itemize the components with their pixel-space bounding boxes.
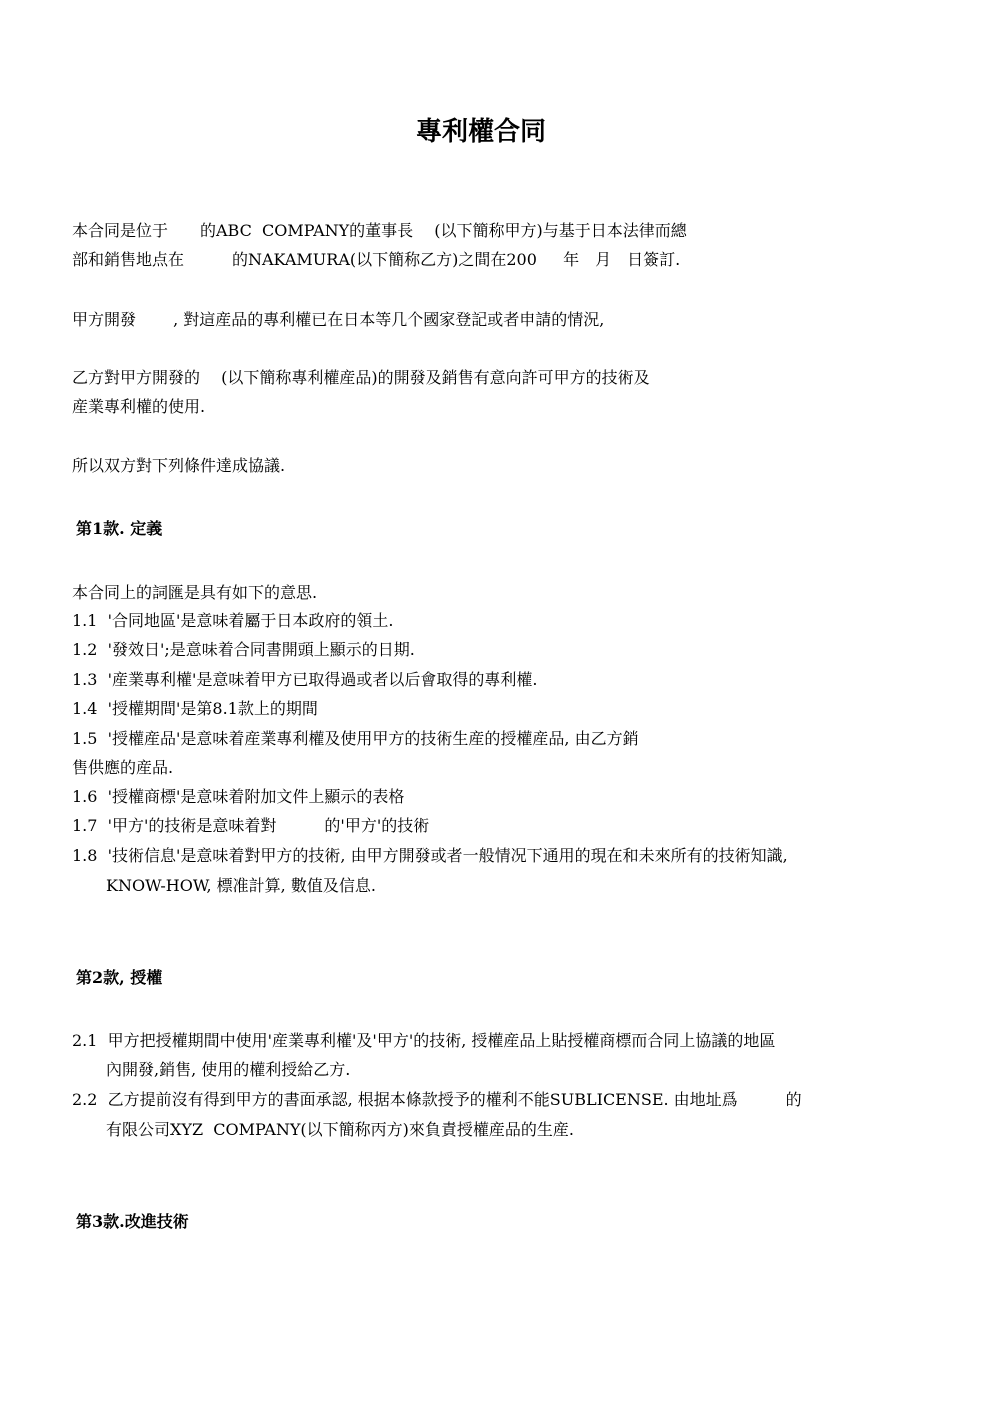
- clause-2-2-cont: 有限公司XYZ COMPANY(以下簡称丙方)來負責授權産品的生産.: [106, 1120, 574, 1139]
- document-title: 專利權合同: [415, 117, 546, 147]
- clause-2-1-cont: 內開發,銷售, 使用的權利授給乙方.: [106, 1060, 351, 1079]
- intro-line-2: 部和銷售地点在 的NAKAMURA(以下簡称乙方)之間在200 年 月 日簽訂.: [72, 250, 681, 269]
- clause-1-5: 1.5 '授權産品'是意味着産業專利權及使用甲方的技術生産的授權産品, 由乙方銷: [72, 729, 639, 748]
- intro-line-1: 本合同是位于 的ABC COMPANY的董事長 (以下簡称甲方)与基于日本法律而總: [72, 221, 687, 240]
- clause-1-5-cont: 售供應的産品.: [72, 758, 174, 777]
- intro-line-5: 産業專利權的使用.: [72, 397, 206, 416]
- clause-1-1: 1.1 '合同地區'是意味着屬于日本政府的領土.: [72, 611, 394, 630]
- section-3-heading: 第3款.改進技術: [76, 1212, 189, 1231]
- section-1-intro: 本合同上的詞匯是具有如下的意思.: [72, 583, 318, 602]
- clause-1-3: 1.3 '産業專利權'是意味着甲方已取得過或者以后會取得的專利權.: [72, 670, 538, 689]
- clause-2-2: 2.2 乙方提前沒有得到甲方的書面承認, 根据本條款授予的權利不能SUBLICENSE. 由地址爲 的: [72, 1090, 802, 1109]
- clause-1-8: 1.8 '技術信息'是意味着對甲方的技術, 由甲方開發或者一般情况下通用的現在和未來所有的技術知識,: [72, 846, 788, 865]
- clause-1-6: 1.6 '授權商標'是意味着附加文件上顯示的表格: [72, 787, 405, 806]
- clause-1-2: 1.2 '發效日';是意味着合同書開頭上顯示的日期.: [72, 640, 415, 659]
- intro-line-4: 乙方對甲方開發的 (以下簡称專利權産品)的開發及銷售有意向許可甲方的技術及: [72, 368, 650, 387]
- clause-1-7: 1.7 '甲方'的技術是意味着對 的'甲方'的技術: [72, 816, 430, 835]
- clause-1-8-cont: KNOW-HOW, 標准計算, 數值及信息.: [106, 876, 376, 895]
- intro-line-3: 甲方開發 , 對這産品的專利權已在日本等几个國家登記或者申請的情況,: [72, 310, 605, 329]
- clause-1-4: 1.4 '授權期間'是第8.1款上的期間: [72, 699, 318, 718]
- section-1-heading: 第1款. 定義: [76, 519, 163, 538]
- section-2-heading: 第2款, 授權: [76, 968, 163, 987]
- intro-line-6: 所以双方對下列條件達成協議.: [72, 456, 286, 475]
- clause-2-1: 2.1 甲方把授權期間中使用'産業專利權'及'甲方'的技術, 授權産品上貼授權商標而合同上協議的地區: [72, 1031, 776, 1050]
